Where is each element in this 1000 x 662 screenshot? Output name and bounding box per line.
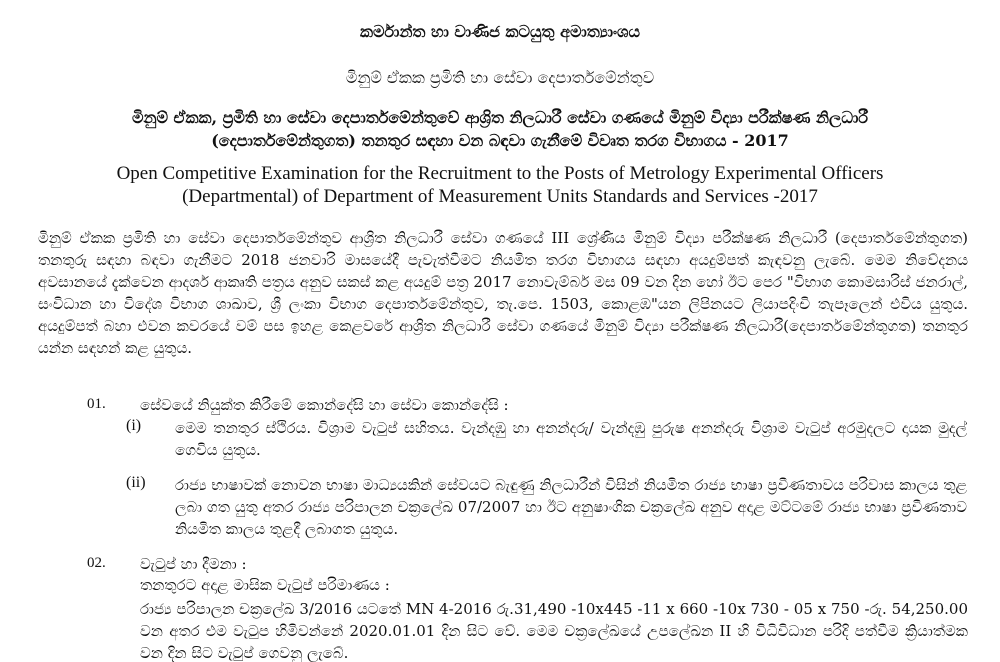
sinhala-title-line-2: (දෙපාර්තමේන්තුගත) තනතුර සඳහා වන බඳවා ගැනීමේ විවෘත තරග විභාගය - 2017 bbox=[211, 131, 789, 150]
section-heading: සේවයේ නියුක්ත කිරීමේ කොන්දේසි හා සේවා කොන්දේසි : bbox=[140, 396, 509, 414]
ministry-name: කර්මාන්ත හා වාණිජ කටයුතු අමාත්‍යාංශය bbox=[360, 22, 640, 41]
section-number: 01. bbox=[87, 396, 106, 412]
intro-paragraph: මිනුම් ඒකක ප්‍රමිති හා සේවා දෙපාර්තමේන්තුව ආශ්‍රිත නිලධාරී සේවා ගණයේ III ශ්‍රේණිය මිනුම් විද්‍යා පරීක්ෂණ නිලධාරී (දෙපාර්තමේන්තුගත) තනතුරු සඳහා බඳවා ගැනීමට 2018 ජනවාරි මාසයේදී පැවැත්වීමට නියමිත තරග විභාගය සඳහා අයදුම්පත් කැඳවනු ලැබේ. මෙම නිවේදනය අවසානයේ දැක්වෙන ආදර්ශ ආකෘති පත්‍රය අනුව සකස් කළ අයදුම් පත්‍ර 2017 නොවැම්බර් මස 09 වන දින හෝ ඊට පෙර "විභාග කොමසාරිස් ජනරාල්, සංවිධාන හා විදේශ විභාග ශාඛාව, ශ්‍රී ලංකා විභාග දෙපාර්තමේන්තුව, තැ.පෙ. 1503, කොළඹ"යන ලිපිනයට ලියාපදිංචි තැපෑලෙන් එවිය යුතුය. අයදුම්පත් බහා එවන කවරයේ වම් පස ඉහළ කෙළවරේ ආශ්‍රිත නිලධාරී සේවා ගණයේ මිනුම් විද්‍යා පරීක්ෂණ නිලධාරී(දෙපාර්තමේන්තුගත) තනතුර යන්න සඳහන් කළ යුතුය. bbox=[38, 229, 968, 357]
sinhala-title-line-1: මිනුම් ඒකක, ප්‍රමිති හා සේවා දෙපාර්තමේන්තුවේ ආශ්‍රිත නිලධාරී සේවා ගණයේ මිනුම් විද්‍යා පරීක්ෂණ නිලධාරී bbox=[131, 108, 869, 127]
department-name: මිනුම් ඒකක ප්‍රමිති හා සේවා දෙපාර්තමේන්තුව bbox=[345, 68, 655, 87]
english-title-line-2: (Departmental) of Department of Measurement Units Standards and Services -2017 bbox=[182, 186, 818, 207]
item-text: මෙම තනතුර ස්ථිරය. විශ්‍රාම වැටුප් සහිතය. වැන්දඹු හා අනන්දරු/ වැන්දඹු පුරුෂ අනන්දරු විශ්‍රාම වැටුප් අරමුදලට දායක මුදල් ගෙවිය යුතුය. bbox=[175, 419, 967, 459]
item-marker: (ii) bbox=[126, 474, 146, 491]
item-text: රාජ්‍ය භාෂාවක් නොවන භාෂා මාධ්‍යයකින් සේවයට බැඳුණු නිලධාරීන් විසින් නියමිත රාජ්‍ය භාෂා ප්‍රවීණතාවය පරිවාස කාලය තුළ ලබා ගත යුතු අතර රාජ්‍ය පරිපාලන චක්‍රලේඛ 07/2007 හා ඊට අනුෂාංගික චක්‍රලේඛ අනුව අදාළ මට්ටමේ රාජ්‍ය භාෂා ප්‍රවීණතාව නියමිත කාලය තුළදී ලබාගත යුතුය. bbox=[175, 476, 967, 538]
english-title-line-1: Open Competitive Examination for the Recruitment to the Posts of Metrology Experimental Officers bbox=[116, 163, 884, 184]
section-number: 02. bbox=[87, 555, 106, 571]
salary-scale-text: රාජ්‍ය පරිපාලන චක්‍රලේඛ 3/2016 යටතේ MN 4-2016 රු.31,490 -10x445 -11 x 660 -10x 730 - 05 x 750 -රු. 54,250.00 වන අතර එම වැටුප හිමිවන්නේ 2020.01.01 දින සිට වේ. මෙම චක්‍රලේඛයේ උපලේඛන II හි විධිවිධාන පරිදි පත්වීම ක්‍රියාත්මක වන දින සිට වැටුප් ගෙවනු ලැබේ. bbox=[140, 600, 968, 662]
section-subheading: තනතුරට අදාළ මාසික වැටුප් පරිමාණය : bbox=[140, 576, 390, 594]
item-marker: (i) bbox=[126, 417, 142, 434]
section-heading: වැටුප් හා දීමනා : bbox=[140, 555, 247, 573]
